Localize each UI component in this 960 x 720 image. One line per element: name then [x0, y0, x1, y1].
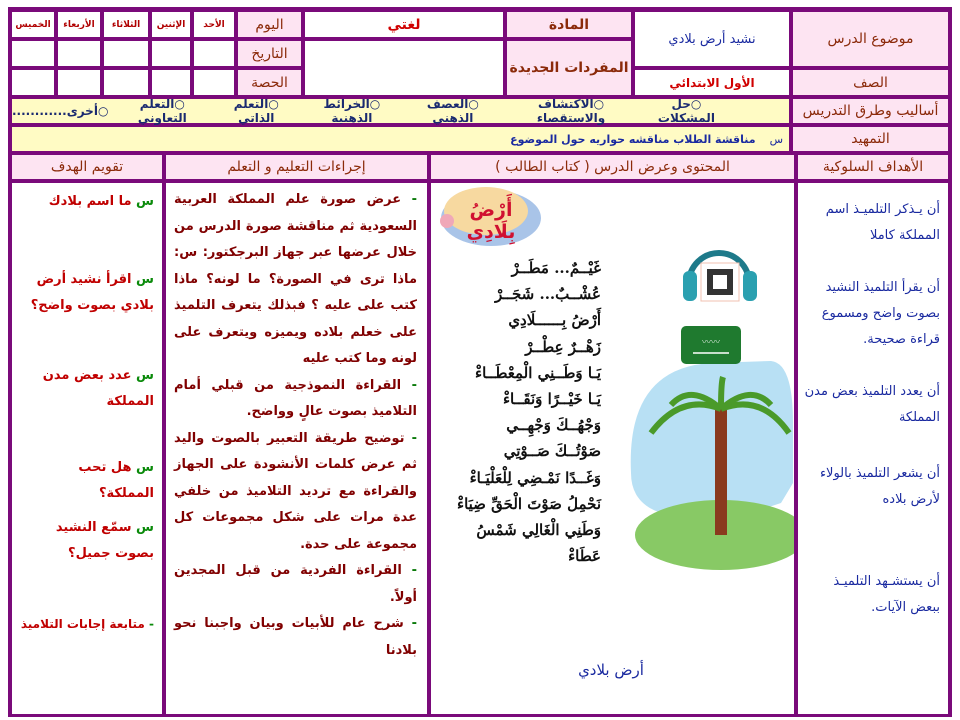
period-cell[interactable] [102, 68, 150, 97]
vocab-value[interactable] [303, 39, 505, 97]
method-option[interactable]: ○الخرائط الذهنية [323, 97, 381, 125]
evaluation-item: س هل تحب المملكة؟ [78, 460, 154, 501]
objective-item: أن يشعر التلميذ بالولاء لأرض بلاده [819, 466, 940, 507]
vocab-label: المفردات الجديدة [505, 39, 633, 97]
poem [439, 255, 601, 569]
intro-prefix: س [769, 132, 783, 146]
objective-item: أن يقرأ التلميذ النشيد بصوت واضح ومسموع قراءة صحيحة. [821, 280, 940, 347]
evaluation-item: س ما اسم بلادك [48, 194, 154, 209]
day-thursday: الخميس [10, 10, 56, 39]
procedure-step: - القراءة النموذجية من قبلي أمام التلاميذ بصوت عالٍ وواضح. [174, 373, 417, 426]
palm-trunk [715, 405, 727, 535]
poem-line: زَهْــرٌ عِطْــرْ [525, 337, 601, 356]
poem-line: أَرْضُ بِــــــلَادِي [508, 311, 601, 330]
poem-line: وَجْهُــكَ وَجْهِــي [506, 416, 601, 435]
date-cell[interactable] [10, 39, 56, 68]
date-cell[interactable] [56, 39, 102, 68]
objective-item: أن يستشـهد التلميـذ ببعض الآيات. [833, 574, 940, 615]
date-cell[interactable] [192, 39, 236, 68]
objectives-column [796, 181, 950, 717]
poem-line: يَـا خَيْــرًا وَنَقَــاءْ [502, 390, 601, 409]
period-label: الحصة [236, 68, 303, 97]
day-tuesday: الثلاثاء [102, 10, 150, 39]
methods-list [10, 97, 791, 125]
poem-line: وَطَنِي الْغَالِي شَمْسُ عَطَاءْ [476, 521, 601, 566]
method-option[interactable]: ○حل المشكلات [657, 97, 715, 125]
poem-line: وَغَــدًا نَمْـضِي لِلْعَلْيَـاءْ [469, 468, 601, 487]
book-title: أَرْضُ بِلَادِي [466, 199, 516, 243]
procedure-step: - توضيح طريقة التعبير بالصوت واليد ثم عرض كلمات الأنشودة على الجهاز والقراءة مع ترديد التلاميذ من خلفي عدة مرات على شكل مجموعات كل مجموعة على حدة. [174, 426, 417, 559]
day-label: اليوم [236, 10, 303, 39]
intro-content: مناقشة الطلاب مناقشه حواريه حول الموضوع [510, 132, 756, 146]
period-cell[interactable] [10, 68, 56, 97]
evaluation-item: - متابعة إجابات التلاميذ [20, 617, 154, 631]
procedures-header: إجراءات التعليم و التعلم [164, 153, 429, 181]
content-column [429, 181, 796, 717]
evaluation-item: س سمّع النشيد بصوت جميل؟ [55, 520, 154, 561]
evaluation-item: س عدد بعض مدن المملكة [42, 368, 154, 409]
content-caption: أرض بلادي [578, 661, 644, 679]
grade-value: الأول الابتدائي [633, 68, 791, 97]
date-label: التاريخ [236, 39, 303, 68]
day-wednesday: الأربعاء [56, 10, 102, 39]
method-option[interactable]: ○الاكتشاف والاستقصاء [536, 97, 606, 125]
date-cell[interactable] [102, 39, 150, 68]
topic-label: موضوع الدرس [791, 10, 950, 68]
method-option[interactable]: ○التعلم التعاوني [137, 97, 187, 125]
objective-item: أن يـذكر التلميـذ اسم المملكة كاملا [825, 202, 940, 243]
day-monday: الإثنين [150, 10, 192, 39]
poem-line: صَوْتُــكَ صَــوْتِي [503, 442, 601, 461]
method-option[interactable]: ○التعلم الذاتي [233, 97, 279, 125]
objectives-header: الأهداف السلوكية [796, 153, 950, 181]
day-sunday: الأحد [192, 10, 236, 39]
evaluation-column [10, 181, 164, 717]
svg-text:〰〰: 〰〰 [701, 338, 721, 348]
topic-value: نشيد أرض بلادي [633, 10, 791, 68]
objective-item: أن يعدد التلميذ بعض مدن المملكة [804, 384, 940, 425]
grade-label: الصف [791, 68, 950, 97]
poem-line: يَـا وَطَــنِي الْمِعْطَــاءْ [475, 363, 601, 382]
period-cell[interactable] [150, 68, 192, 97]
subject-label: المادة [505, 10, 633, 39]
date-cell[interactable] [150, 39, 192, 68]
procedures-column [164, 181, 429, 717]
procedure-step: - عرض صورة علم المملكة العربية السعودية ثم مناقشة صورة الدرس من خلال عرضها عبر جهاز البرجكتور: س: ماذا ترى في الصورة؟ ما لونه؟ ماذا كتب على عليه ؟ فبذلك يتعرف التلميذ على خعلم بلاده ويميزه ويتعرف على لونه وما كتب عليه [174, 187, 417, 373]
period-cell[interactable] [192, 68, 236, 97]
intro-text [10, 125, 791, 153]
poem-line: غَيْــمٌ... مَطَــرْ [511, 259, 601, 277]
speech-bubble [631, 361, 793, 515]
poem-line: عُشْــبٌ... شَجَــرْ [494, 285, 601, 304]
evaluation-header: تقويم الهدف [10, 153, 164, 181]
evaluation-item: س اقرأ نشيد أرض بلادي بصوت واضح؟ [30, 272, 154, 313]
procedure-step: - القراءة الفردية من قبل المجدين أولاً. [174, 558, 417, 611]
headphones-qr-icon [683, 253, 757, 301]
intro-label: التمهيد [791, 125, 950, 153]
method-option[interactable]: ○العصف الذهني [426, 97, 479, 125]
procedure-step: - شرح عام للأبيات وبيان واجبنا نحو بلادنا [174, 611, 417, 664]
methods-label: أساليب وطرق التدريس [791, 97, 950, 125]
content-header: المحتوى وعرض الدرس ( كتاب الطالب ) [429, 153, 796, 181]
subject-value: لغتي [303, 10, 505, 39]
period-cell[interactable] [56, 68, 102, 97]
poem-line: نَحْمِلُ صَوْتَ الْحَقِّ ضِيَاءْ [457, 494, 601, 513]
method-option[interactable]: ○أخرى............ [12, 104, 109, 118]
